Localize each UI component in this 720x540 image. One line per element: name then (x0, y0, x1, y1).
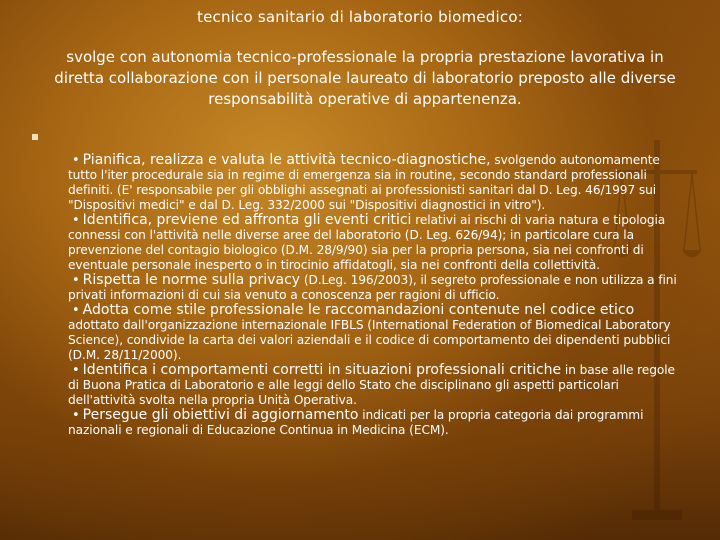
item-detail: relativi ai rischi di varia natura e tipologia connessi con l'attività nelle diverse aree del laboratorio (D. Leg. 626/94); in particolare cura la prevenzione del contagio biologico (D.M. 28/9/90) sia per la propria persona, sia nei confronti di eventuale personale inesperto o in tirocinio affidatogli, sia nei confronti della collettività. (68, 213, 666, 272)
item-detail: adottato dall'organizzazione internazionale IFBLS (International Federation of Biomedical Laboratory Science), condivide la carta dei valori aziendali e il codice di comportamento dei dipendenti pubblici (D.M. 28/11/2000). (68, 318, 671, 362)
bullet-dot-icon: • (72, 363, 80, 378)
item-lead: Pianifica, realizza e valuta le attività tecnico-diagnostiche, (82, 152, 491, 168)
duties-list (68, 153, 688, 438)
item-detail: in base alle regole di Buona Pratica di Laboratorio e alle leggi dello Stato che disciplinano gli aspetti particolari dell'attività svolta nella propria Unità Operativa. (68, 363, 675, 407)
list-item (68, 153, 688, 213)
bullet-dot-icon: • (72, 153, 80, 168)
item-lead: Persegue gli obiettivi di aggiornamento (82, 407, 359, 423)
slide-title: tecnico sanitario di laboratorio biomedico: (197, 8, 523, 26)
item-detail: indicati per la propria categoria dai programmi nazionali e regionali di Educazione Continua in Medicina (ECM). (68, 408, 644, 437)
item-detail: svolgendo autonomamente tutto l'iter procedurale sia in regime di emergenza sia in routine, secondo standard professionali definiti. (E' responsabile per gli obblighi assegnati ai professionisti sanitari dal D. Leg. 46/1997 sui "Dispositivi medici" e dal D. Leg. 332/2000 sui "Dispositivi diagnostici in vitro"). (68, 153, 660, 212)
item-lead: Rispetta le norme sulla privacy (82, 272, 301, 288)
item-detail: (D.Leg. 196/2003), il segreto professionale e non utilizza a fini privati informazioni di cui sia venuto a conoscenza per ragioni di ufficio. (68, 273, 677, 302)
square-bullet-marker (32, 134, 38, 140)
list-item (68, 303, 688, 363)
item-lead: Identifica, previene ed affronta gli eventi critici (82, 212, 412, 228)
list-item (68, 363, 688, 408)
intro-paragraph: svolge con autonomia tecnico-professionale la propria prestazione lavorativa in diretta collaborazione con il personale laureato di laboratorio preposto alle diverse responsabilità operative di appartenenza. (54, 48, 676, 108)
bullet-dot-icon: • (72, 303, 80, 318)
item-lead: Adotta come stile professionale le raccomandazioni contenute nel codice etico (82, 302, 635, 318)
bullet-dot-icon: • (72, 408, 80, 423)
bullet-dot-icon: • (72, 273, 80, 288)
list-item (68, 408, 688, 438)
item-lead: Identifica i comportamenti corretti in situazioni professionali critiche (82, 362, 562, 378)
list-item (68, 273, 688, 303)
bullet-dot-icon: • (72, 213, 80, 228)
list-item (68, 213, 688, 273)
